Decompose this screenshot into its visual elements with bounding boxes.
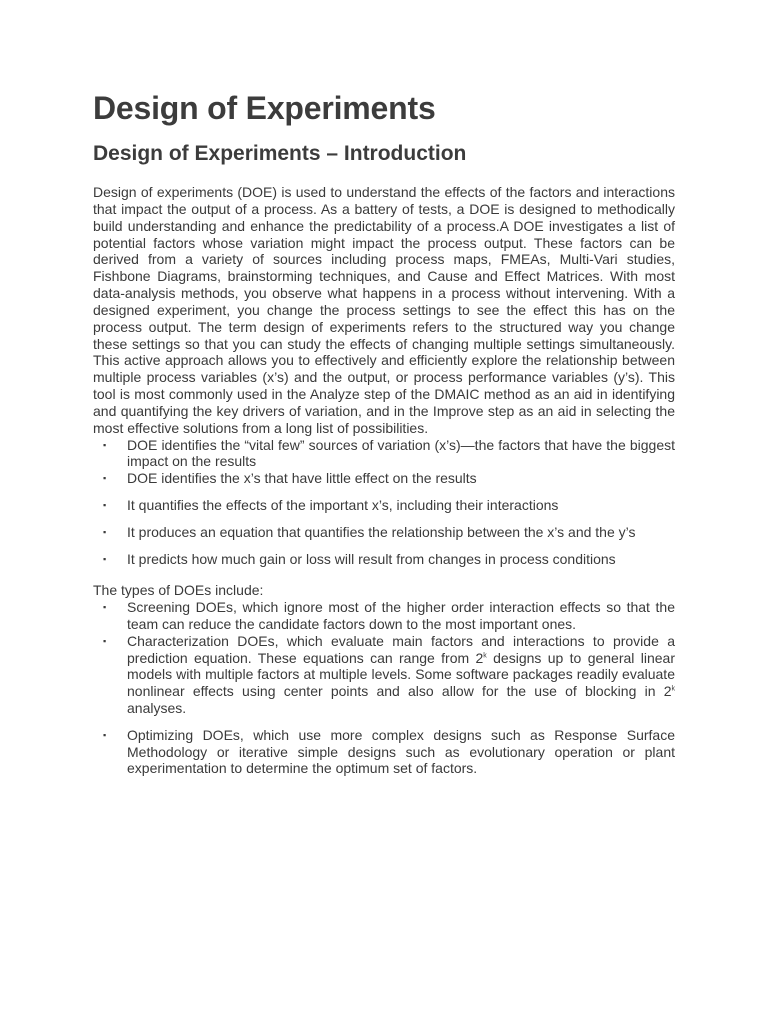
list-item-text: Optimizing DOEs, which use more complex designs such as Response Surface Methodology or iterative simple designs such as evolutionary operation or plant experimentation to determine the optimum set of factors. (127, 726, 675, 777)
list-item (93, 551, 675, 568)
list-item-text: It quantifies the effects of the important x’s, including their interactions (127, 497, 559, 514)
list-item (93, 437, 675, 471)
list-item (93, 727, 675, 777)
section-heading: Design of Experiments – Introduction (93, 142, 467, 165)
bullet-icon: ▪ (103, 635, 107, 646)
characterization-text-a: Characterization DOEs, which evaluate main factors and interactions to provide a prediction equation. These equations can range from 2 (127, 632, 675, 666)
bullet-icon: ▪ (103, 500, 107, 511)
list-item (93, 524, 675, 541)
list-item (93, 497, 675, 514)
characterization-text-b: designs up to general linear models with multiple factors at multiple levels. Some software packages readily evaluate nonlinear effects using center points and also allow for the use of blocking in 2 (127, 649, 675, 700)
list-item-text (127, 633, 675, 716)
bullet-icon: ▪ (103, 602, 107, 613)
list-item-text: It predicts how much gain or loss will result from changes in process conditions (127, 550, 616, 567)
bullet-icon: ▪ (103, 729, 107, 740)
list-item-text: It produces an equation that quantifies the relationship between the x’s and the y’s (127, 523, 636, 540)
bullet-icon: ▪ (103, 439, 107, 450)
types-intro: The types of DOEs include: (93, 582, 264, 599)
benefits-list (93, 437, 675, 568)
bullet-icon: ▪ (103, 473, 107, 484)
list-item-text: Screening DOEs, which ignore most of the higher order interaction effects so that the team can reduce the candidate factors down to the most important ones. (127, 599, 675, 633)
list-item-text: DOE identifies the x’s that have little effect on the results (127, 470, 477, 487)
list-item (93, 633, 675, 717)
list-item (93, 470, 675, 487)
list-item (93, 599, 675, 633)
superscript-k: k (671, 685, 675, 693)
document-page (93, 82, 675, 777)
page-title: Design of Experiments (93, 90, 436, 126)
superscript-k: k (483, 651, 487, 659)
doe-types-list (93, 599, 675, 777)
intro-paragraph: Design of experiments (DOE) is used to understand the effects of the factors and interactions that impact the output of a process. As a battery of tests, a DOE is designed to methodically build understanding and enhance the predictability of a process.A DOE investigates a list of potential factors whose variation might impact the process output. These factors can be derived from a variety of sources including process maps, FMEAs, Multi-Vari studies, Fishbone Diagrams, brainstorming techniques, and Cause and Effect Matrices. With most data-analysis methods, you observe what happens in a process without intervening. With a designed experiment, you change the process settings to see the effect this has on the process output. The term design of experiments refers to the structured way you change these settings so that you can study the effects of changing multiple settings simultaneously. This active approach allows you to effectively and efficiently explore the relationship between multiple process variables (x’s) and the output, or process performance variables (y’s). This tool is most commonly used in the Analyze step of the DMAIC method as an aid in identifying and quantifying the key drivers of variation, and in the Improve step as an aid in selecting the most effective solutions from a long list of possibilities. (93, 184, 675, 436)
bullet-icon: ▪ (103, 526, 107, 537)
bullet-icon: ▪ (103, 553, 107, 564)
list-item-text: DOE identifies the “vital few” sources of variation (x’s)—the factors that have the biggest impact on the results (127, 436, 675, 470)
characterization-text-c: analyses. (127, 700, 187, 717)
